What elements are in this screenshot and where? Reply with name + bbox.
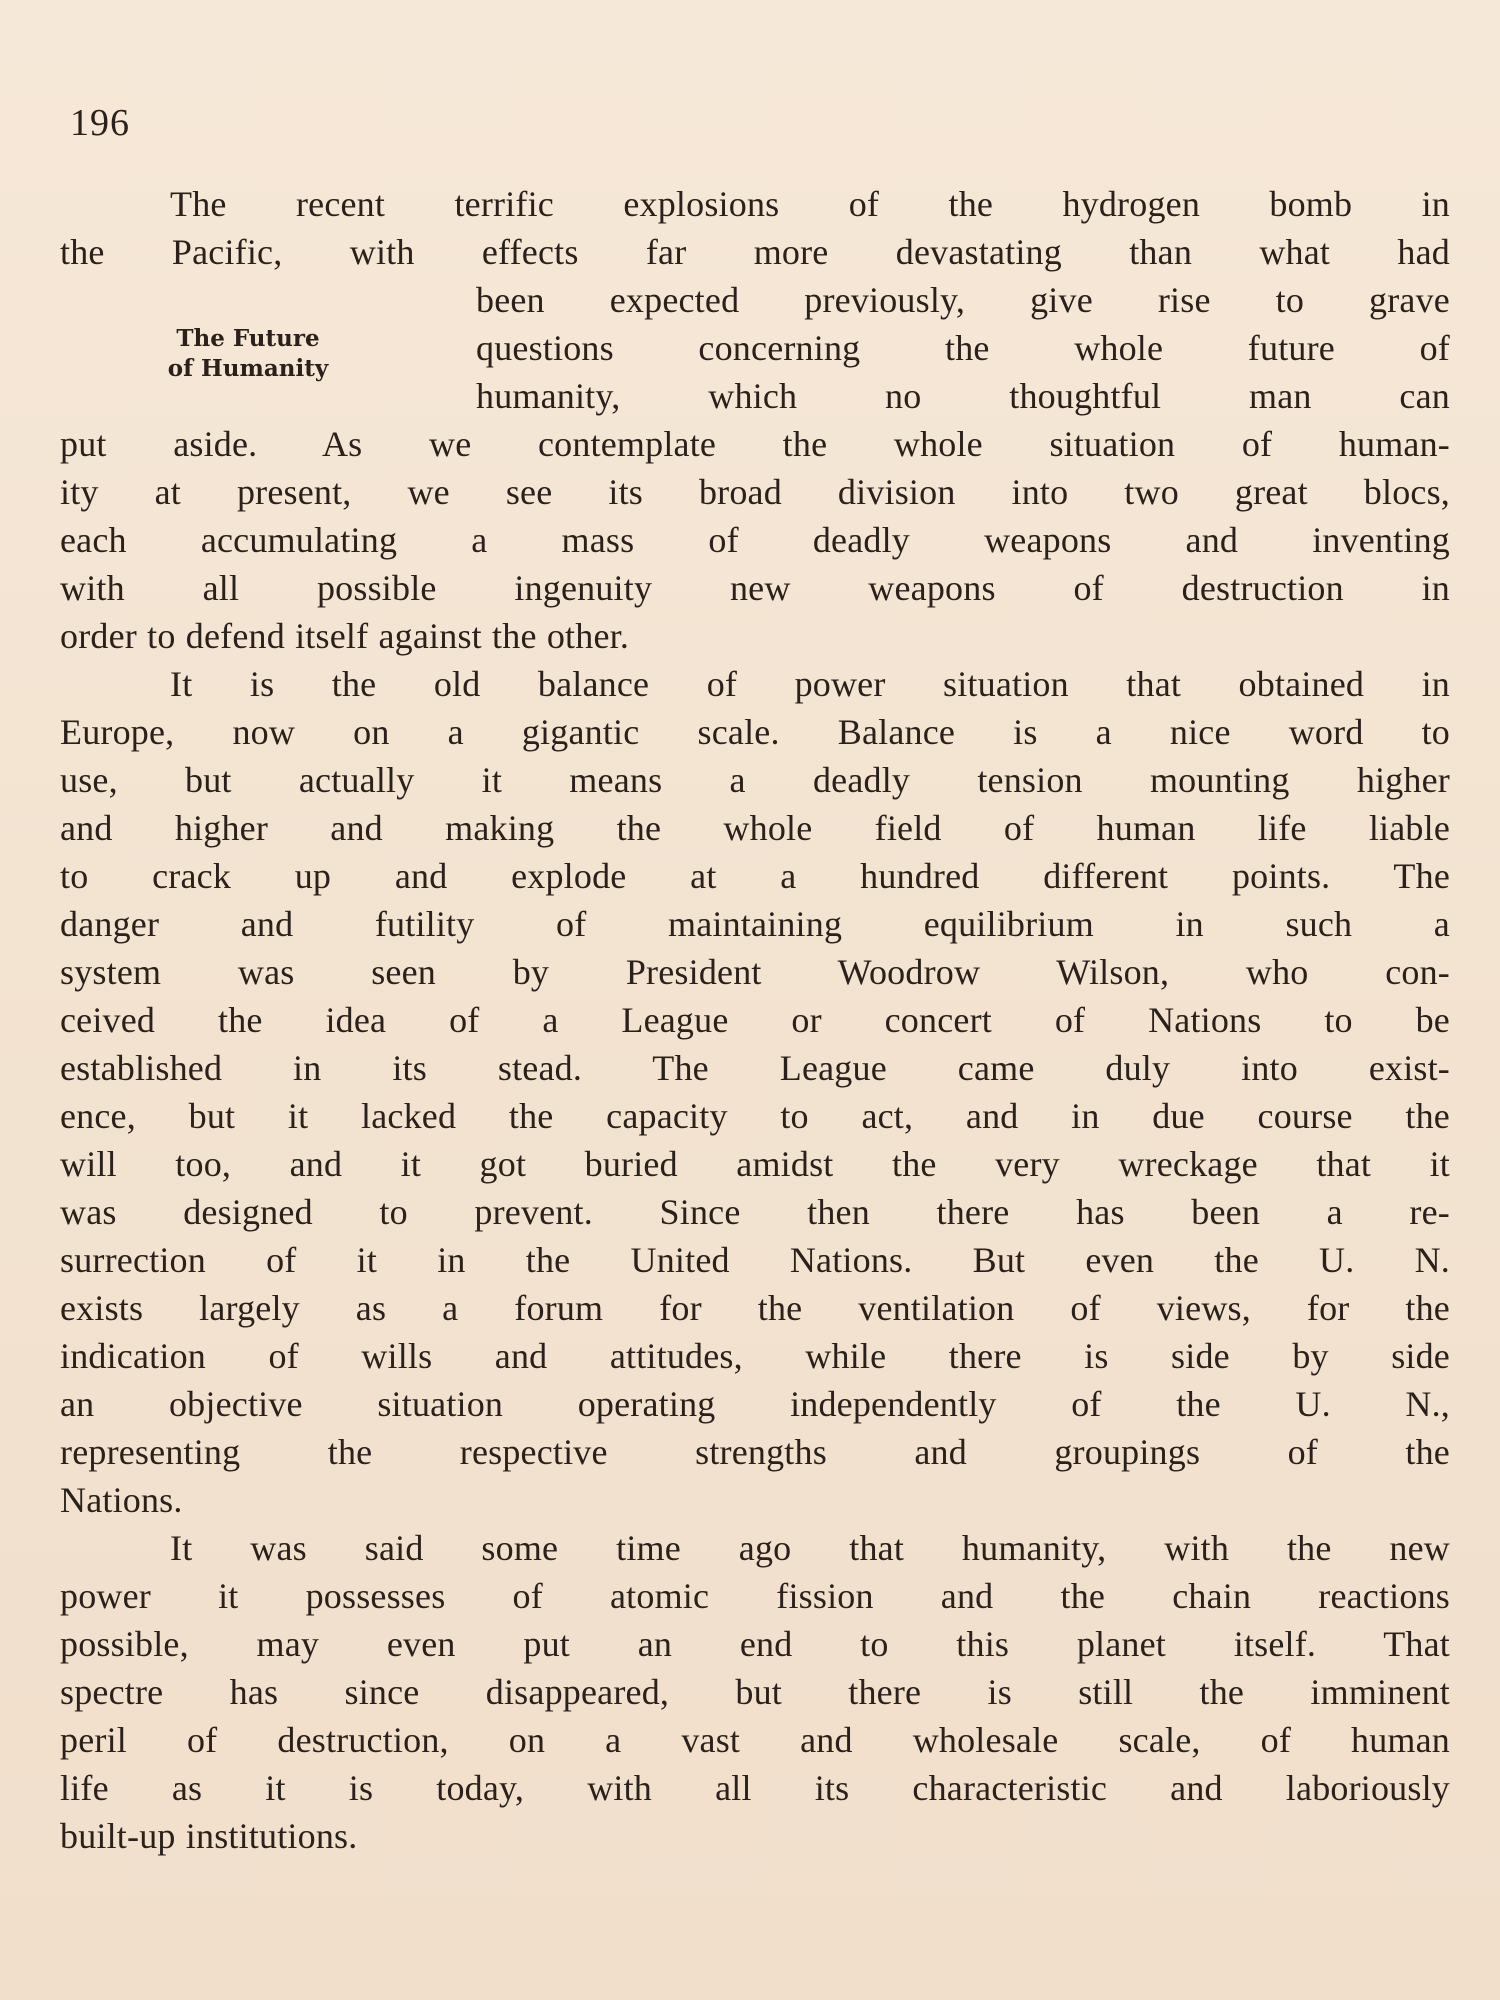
text-line: order to defend itself against the other. (60, 616, 630, 656)
text-line: questions concerning the whole future of (476, 328, 1450, 368)
text-line: spectre has since disappeared, but there is still the imminent (60, 1672, 1450, 1712)
text-line: been expected previously, give rise to grave (476, 280, 1450, 320)
text-line: put aside. As we contemplate the whole situation of human- (60, 424, 1450, 464)
text-line: system was seen by President Woodrow Wilson, who con- (60, 952, 1450, 992)
text-line: established in its stead. The League came duly into exist- (60, 1048, 1450, 1088)
text-line: will too, and it got buried amidst the very wreckage that it (60, 1144, 1450, 1184)
text-line: indication of wills and attitudes, while there is side by side (60, 1336, 1450, 1376)
text-line: ceived the idea of a League or concert of Nations to be (60, 1000, 1450, 1040)
body-text (60, 180, 1450, 1860)
text-line: power it possesses of atomic fission and the chain reactions (60, 1576, 1450, 1616)
text-line: use, but actually it means a deadly tension mounting higher (60, 760, 1450, 800)
text-line: surrection of it in the United Nations. But even the U. N. (60, 1240, 1450, 1280)
text-line: Europe, now on a gigantic scale. Balance is a nice word to (60, 712, 1450, 752)
text-line: humanity, which no thoughtful man can (476, 376, 1450, 416)
text-line: was designed to prevent. Since then there has been a re- (60, 1192, 1450, 1232)
text-line: exists largely as a forum for the ventilation of views, for the (60, 1288, 1450, 1328)
text-line: the Pacific, with effects far more devastating than what had (60, 232, 1450, 272)
text-line: representing the respective strengths and groupings of the (60, 1432, 1450, 1472)
text-line: ence, but it lacked the capacity to act, and in due course the (60, 1096, 1450, 1136)
text-line: life as it is today, with all its characteristic and laboriously (60, 1768, 1450, 1808)
text-line: possible, may even put an end to this planet itself. That (60, 1624, 1450, 1664)
text-line: It is the old balance of power situation that obtained in (170, 664, 1450, 704)
text-line: to crack up and explode at a hundred different points. The (60, 856, 1450, 896)
text-line: and higher and making the whole field of human life liable (60, 808, 1450, 848)
text-line: The recent terrific explosions of the hydrogen bomb in (170, 184, 1450, 224)
text-line: ity at present, we see its broad division into two great blocs, (60, 472, 1450, 512)
text-line: built-up institutions. (60, 1816, 358, 1856)
page-number: 196 (70, 102, 130, 144)
text-line: danger and futility of maintaining equilibrium in such a (60, 904, 1450, 944)
text-line: It was said some time ago that humanity, with the new (170, 1528, 1450, 1568)
text-line: Nations. (60, 1480, 183, 1520)
text-line: each accumulating a mass of deadly weapons and inventing (60, 520, 1450, 560)
text-line: peril of destruction, on a vast and wholesale scale, of human (60, 1720, 1450, 1760)
text-line: an objective situation operating independently of the U. N., (60, 1384, 1450, 1424)
text-line: with all possible ingenuity new weapons of destruction in (60, 568, 1450, 608)
margin-note-line-2: of Humanity (167, 355, 329, 382)
margin-note-line-1: The Future (176, 325, 320, 352)
